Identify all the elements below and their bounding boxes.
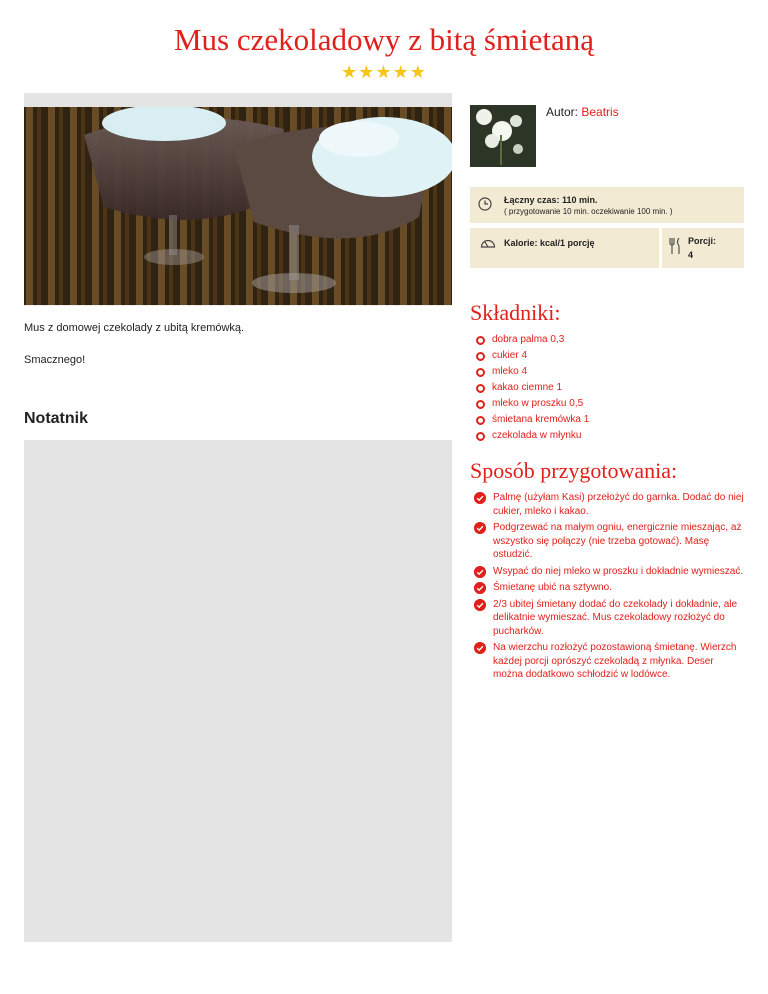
author-link[interactable]: Beatris <box>581 105 619 119</box>
description-closing: Smacznego! <box>24 354 86 366</box>
left-column <box>24 93 452 942</box>
circle-bullet-icon <box>476 416 485 425</box>
calories-label: Kalorie: kcal/1 porcję <box>504 238 595 248</box>
circle-bullet-icon <box>476 384 485 393</box>
check-circle-icon <box>474 599 486 611</box>
time-info <box>470 187 744 223</box>
ingredient-item[interactable]: czekolada w młynku <box>474 429 589 445</box>
rating-stars[interactable]: ★★★★★ <box>341 62 427 82</box>
recipe-photo <box>24 107 452 305</box>
preparation-step[interactable]: 2/3 ubitej śmietany dodać do czekolady i dokładnie, ale delikatnie wymieszać. Mus czekoladowy rozłożyć do pucharków. <box>474 598 744 639</box>
check-circle-icon <box>474 642 486 654</box>
time-breakdown: ( przygotowanie 10 min. oczekiwanie 100 min. ) <box>504 207 673 216</box>
preparation-step[interactable]: Wsypać do niej mleko w proszku i dokładnie wymieszać. <box>474 565 744 579</box>
check-circle-icon <box>474 566 486 578</box>
ingredient-item[interactable]: mleko w proszku 0,5 <box>474 397 589 413</box>
circle-bullet-icon <box>476 400 485 409</box>
meta-row <box>470 228 744 268</box>
clock-icon <box>478 197 492 211</box>
circle-bullet-icon <box>476 336 485 345</box>
description-text: Mus z domowej czekolady z ubitą kremówką. <box>24 322 245 334</box>
circle-bullet-icon <box>476 352 485 361</box>
right-column <box>470 93 744 680</box>
check-circle-icon <box>474 492 486 504</box>
notes-area[interactable] <box>24 440 452 942</box>
author-block <box>470 93 744 179</box>
ingredient-item[interactable]: śmietana kremówka 1 <box>474 413 589 429</box>
recipe-title: Mus czekoladowy z bitą śmietaną <box>173 22 595 57</box>
author-avatar[interactable] <box>470 105 536 167</box>
ingredient-item[interactable]: mleko 4 <box>474 365 589 381</box>
calories-info <box>470 228 659 268</box>
recipe-description <box>24 306 452 396</box>
preparation-step[interactable]: Śmietanę ubić na sztywno. <box>474 581 744 595</box>
recipe-photo-frame <box>24 93 452 306</box>
author-info <box>546 105 619 119</box>
author-label: Autor: <box>546 105 579 119</box>
preparation-steps <box>474 491 744 685</box>
check-circle-icon <box>474 582 486 594</box>
check-circle-icon <box>474 522 486 534</box>
ingredients-title: Składniki: <box>470 300 561 325</box>
servings-info <box>662 228 744 268</box>
ingredients-list <box>474 333 589 445</box>
ingredient-item[interactable]: dobra palma 0,3 <box>474 333 589 349</box>
total-time: Łączny czas: 110 min. <box>504 195 598 205</box>
servings-label: Porcji: <box>688 236 717 246</box>
circle-bullet-icon <box>476 432 485 441</box>
cutlery-icon <box>668 237 682 255</box>
gauge-icon <box>480 236 496 250</box>
preparation-step[interactable]: Palmę (użyłam Kasi) przełożyć do garnka. Dodać do niej cukier, mleko i kakao. <box>474 491 744 518</box>
circle-bullet-icon <box>476 368 485 377</box>
preparation-title: Sposób przygotowania: <box>470 458 678 483</box>
servings-value: 4 <box>688 250 694 260</box>
servings-text <box>688 234 716 262</box>
preparation-step[interactable]: Podgrzewać na małym ogniu, energicznie mieszając, aż wszystko się połączy (nie trzeba gotować). Masę ostudzić. <box>474 521 744 562</box>
preparation-step[interactable]: Na wierzchu rozłożyć pozostawioną śmietanę. Wierzch każdej porcji oprószyć czekoladą z młynka. Deser można dodatkowo schłodzić w lodówce. <box>474 641 744 682</box>
ingredient-item[interactable]: kakao ciemne 1 <box>474 381 589 397</box>
notes-title: Notatnik <box>24 410 88 427</box>
ingredient-item[interactable]: cukier 4 <box>474 349 589 365</box>
